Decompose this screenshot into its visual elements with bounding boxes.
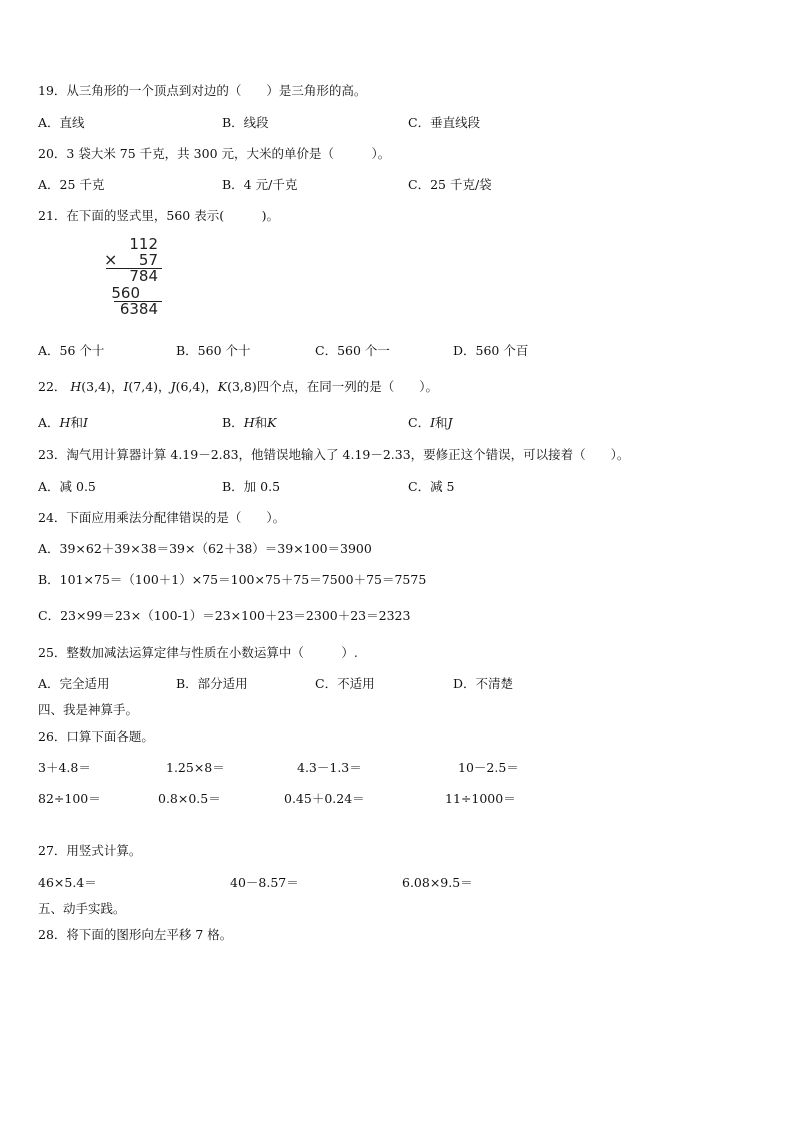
point-k-coords: (3,8): [227, 379, 257, 394]
q27-stem: 27．用竖式计算。: [38, 843, 142, 858]
partial-product-2: 560: [111, 284, 140, 302]
multiplier: 57: [138, 251, 158, 269]
vertical-multiplication: [100, 236, 170, 316]
section-5-title: 五、动手实践。: [38, 901, 126, 916]
q20-option-b: B．4 元/千克: [222, 177, 298, 192]
q26-stem: 26．口算下面各题。: [38, 729, 154, 744]
product-result: 6384: [119, 300, 158, 318]
q24-stem: 24．下面应用乘法分配律错误的是（ ）。: [38, 510, 286, 525]
q21-option-d: D．560 个百: [453, 343, 529, 358]
q26-item-4: 10－2.5＝: [458, 760, 519, 775]
q26-item-6: 0.8×0.5＝: [158, 791, 221, 806]
partial-product-1: 784: [129, 267, 158, 285]
q26-item-2: 1.25×8＝: [166, 760, 225, 775]
point-i-coords: (7,4): [128, 379, 159, 394]
q19-option-b: B．线段: [222, 115, 269, 130]
q23-stem: 23．淘气用计算器计算 4.19－2.83，他错误地输入了 4.19－2.33，要修正这个错误，可以接着（ ）。: [38, 447, 630, 462]
point-i-name: I: [123, 379, 129, 394]
q26-item-3: 4.3－1.3＝: [297, 760, 362, 775]
point-j-coords: (6,4): [175, 379, 206, 394]
q19-stem: 19．从三角形的一个顶点到对边的（ ）是三角形的高。: [38, 83, 367, 98]
q25-option-a: A．完全适用: [38, 676, 110, 691]
q20-option-a: A．25 千克: [38, 177, 105, 192]
q24-option-b: B．101×75＝（100＋1）×75＝100×75＋75＝7500＋75＝7575: [38, 572, 427, 587]
q25-option-b: B．部分适用: [176, 676, 248, 691]
q24-option-c: C．23×99＝23×（100-1）＝23×100＋23＝2300＋23＝2323: [38, 608, 411, 623]
q22-option-c: C．I和J: [408, 415, 453, 430]
q24-option-a: A．39×62＋39×38＝39×（62＋38）＝39×100＝3900: [38, 541, 372, 556]
q27-item-3: 6.08×9.5＝: [402, 875, 473, 890]
q19-option-c: C．垂直线段: [408, 115, 481, 130]
q22-stem-tail: 四个点，在同一列的是（ ）。: [256, 379, 438, 394]
q25-option-c: C．不适用: [315, 676, 375, 691]
q23-option-c: C．减 5: [408, 479, 455, 494]
q25-stem: 25．整数加减法运算定律与性质在小数运算中（ ）.: [38, 645, 358, 660]
q26-item-1: 3＋4.8＝: [38, 760, 91, 775]
point-h-name: H: [70, 379, 82, 394]
point-j-name: J: [170, 379, 176, 394]
q21-stem: 21．在下面的竖式里，560 表示( )。: [38, 208, 279, 223]
q26-item-7: 0.45＋0.24＝: [284, 791, 365, 806]
q26-item-5: 82÷100＝: [38, 791, 101, 806]
q28-stem: 28．将下面的图形向左平移 7 格。: [38, 927, 233, 942]
q22-option-b: B．H和K: [222, 415, 277, 430]
q21-option-b: B．560 个十: [176, 343, 251, 358]
q20-stem: 20．3 袋大米 75 千克，共 300 元，大米的单价是（ ）。: [38, 146, 391, 161]
q22-option-a: A．H和I: [38, 415, 88, 430]
q27-item-2: 40－8.57＝: [230, 875, 299, 890]
q20-option-c: C．25 千克/袋: [408, 177, 492, 192]
q19-option-a: A．直线: [38, 115, 85, 130]
q21-option-a: A．56 个十: [38, 343, 105, 358]
point-k-name: K: [217, 379, 228, 394]
point-h-coords: (3,4): [81, 379, 111, 394]
q25-option-d: D．不清楚: [453, 676, 514, 691]
q27-item-1: 46×5.4＝: [38, 875, 97, 890]
q22-stem: 22． H(3,4)，I(7,4)，J(6,4)，K(3,8)四个点，在同一列的是（ ）。: [38, 379, 438, 394]
section-4-title: 四、我是神算手。: [38, 702, 139, 717]
times-sign: ×: [104, 250, 118, 269]
q23-option-b: B．加 0.5: [222, 479, 281, 494]
q21-option-c: C．560 个一: [315, 343, 390, 358]
q23-option-a: A．减 0.5: [38, 479, 96, 494]
q26-item-8: 11÷1000＝: [445, 791, 516, 806]
multiplicand: 112: [129, 235, 158, 253]
